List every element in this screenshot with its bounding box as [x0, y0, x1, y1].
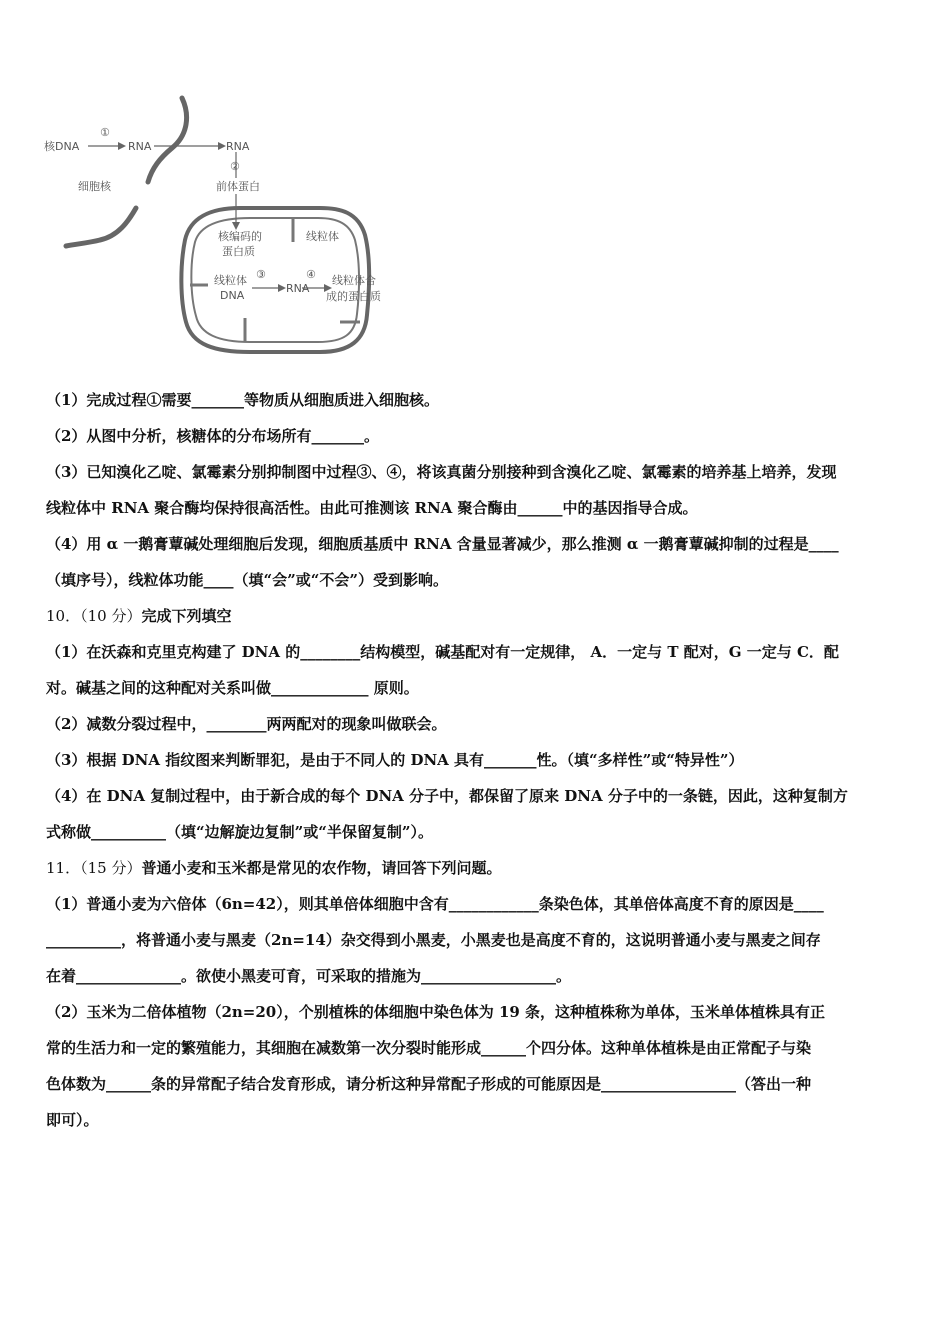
- q11-line-1: （1）普通小麦为六倍体（6n=42），则其单倍体细胞中含有____________条染色体，其单倍体高度不育的原因是____: [46, 895, 824, 913]
- q11-title: 普通小麦和玉米都是常见的农作物，请回答下列问题。: [141, 859, 502, 877]
- label-mito-protein-1: 线粒体合: [332, 274, 376, 287]
- label-mito-dna-1: 线粒体: [214, 274, 247, 287]
- q10-line-4: （3）根据 DNA 指纹图来判断罪犯，是由于不同人的 DNA 具有_______性。（填“多样性”或“特异性”）: [46, 751, 744, 769]
- q11-number: 11．: [46, 859, 81, 877]
- q11-line-4: （2）玉米为二倍体植物（2n=20），个别植株的体细胞中染色体为 19 条，这种植株称为单体，玉米单体植株具有正: [46, 1003, 826, 1021]
- q11-heading: [46, 850, 910, 886]
- label-precursor: 前体蛋白: [216, 180, 260, 193]
- q11-line-5: 常的生活力和一定的繁殖能力，其细胞在减数第一次分裂时能形成______个四分体。这种单体植株是由正常配子与染: [46, 1039, 812, 1057]
- q10-line-6: 式称做__________（填“边解旋边复制”或“半保留复制”）。: [46, 823, 434, 841]
- q11-score: （15 分）: [80, 859, 142, 877]
- question-text: [46, 382, 910, 1138]
- q10-line-5: （4）在 DNA 复制过程中，由于新合成的每个 DNA 分子中，都保留了原来 DNA 分子中的一条链，因此，这种复制方: [46, 787, 848, 805]
- nuclear-envelope-upper: [148, 98, 187, 182]
- q10-number: 10．: [46, 607, 81, 625]
- q10-line-3: （2）减数分裂过程中，________两两配对的现象叫做联会。: [46, 715, 447, 733]
- label-rna1: RNA: [128, 140, 152, 153]
- q10-line-2: 对。碱基之间的这种配对关系叫做_____________ 原则。: [46, 679, 419, 697]
- label-mito-dna-2: DNA: [220, 289, 245, 302]
- q11-line-6: 色体数为______条的异常配子结合发育形成，请分析这种异常配子形成的可能原因是__________________（答出一种: [46, 1075, 812, 1093]
- q11-line-7: 即可）。: [46, 1111, 99, 1129]
- q9-line-6: （填序号），线粒体功能____（填“会”或“不会”）受到影响。: [46, 571, 449, 589]
- label-mitochondrion: 线粒体: [306, 230, 339, 243]
- label-nuclear-encoded-2: 蛋白质: [222, 245, 255, 258]
- arrowhead-1: [118, 142, 126, 150]
- q9-line-1: （1）完成过程①需要_______等物质从细胞质进入细胞核。: [46, 391, 439, 409]
- label-rna3: RNA: [286, 282, 310, 295]
- arrowhead-precursor: [232, 222, 240, 230]
- label-nuclear-encoded-1: 核编码的: [218, 230, 262, 243]
- label-mito-protein-2: 成的蛋白质: [326, 290, 381, 303]
- q9-line-3: （3）已知溴化乙啶、氯霉素分别抑制图中过程③、④，将该真菌分别接种到含溴化乙啶、氯霉素的培养基上培养，发现: [46, 463, 837, 481]
- label-step4: ④: [306, 268, 316, 281]
- mitochondria-diagram: [40, 90, 381, 375]
- q10-heading: [46, 598, 910, 634]
- q11-line-2: __________，将普通小麦与黑麦（2n=14）杂交得到小黑麦，小黑麦也是高度不育的，这说明普通小麦与黑麦之间存: [46, 931, 821, 949]
- q10-line-1: （1）在沃森和克里克构建了 DNA 的________结构模型，碱基配对有一定规律， A．一定与 T 配对，G 一定与 C．配: [46, 643, 839, 661]
- q10-title: 完成下列填空: [141, 607, 232, 625]
- q9-line-5: （4）用 α 一鹅膏蕈碱处理细胞后发现，细胞质基质中 RNA 含量显著减少，那么推测 α 一鹅膏蕈碱抑制的过程是____: [46, 535, 839, 553]
- label-rna2: RNA: [226, 140, 250, 153]
- q10-score: （10 分）: [80, 607, 142, 625]
- arrowhead-3: [278, 284, 286, 292]
- label-step3: ③: [256, 268, 266, 281]
- q11-line-3: 在着______________。欲使小黑麦可育，可采取的措施为__________________。: [46, 967, 572, 985]
- q9-line-4: 线粒体中 RNA 聚合酶均保持很高活性。由此可推测该 RNA 聚合酶由______中的基因指导合成。: [46, 499, 698, 517]
- label-step2: ②: [230, 160, 240, 173]
- q9-line-2: （2）从图中分析，核糖体的分布场所有_______。: [46, 427, 379, 445]
- label-step1: ①: [100, 126, 110, 139]
- label-nuclear-dna: 核DNA: [44, 140, 80, 153]
- label-nucleus: 细胞核: [78, 180, 111, 193]
- arrowhead-rna: [218, 142, 226, 150]
- nuclear-envelope-lower: [66, 208, 136, 246]
